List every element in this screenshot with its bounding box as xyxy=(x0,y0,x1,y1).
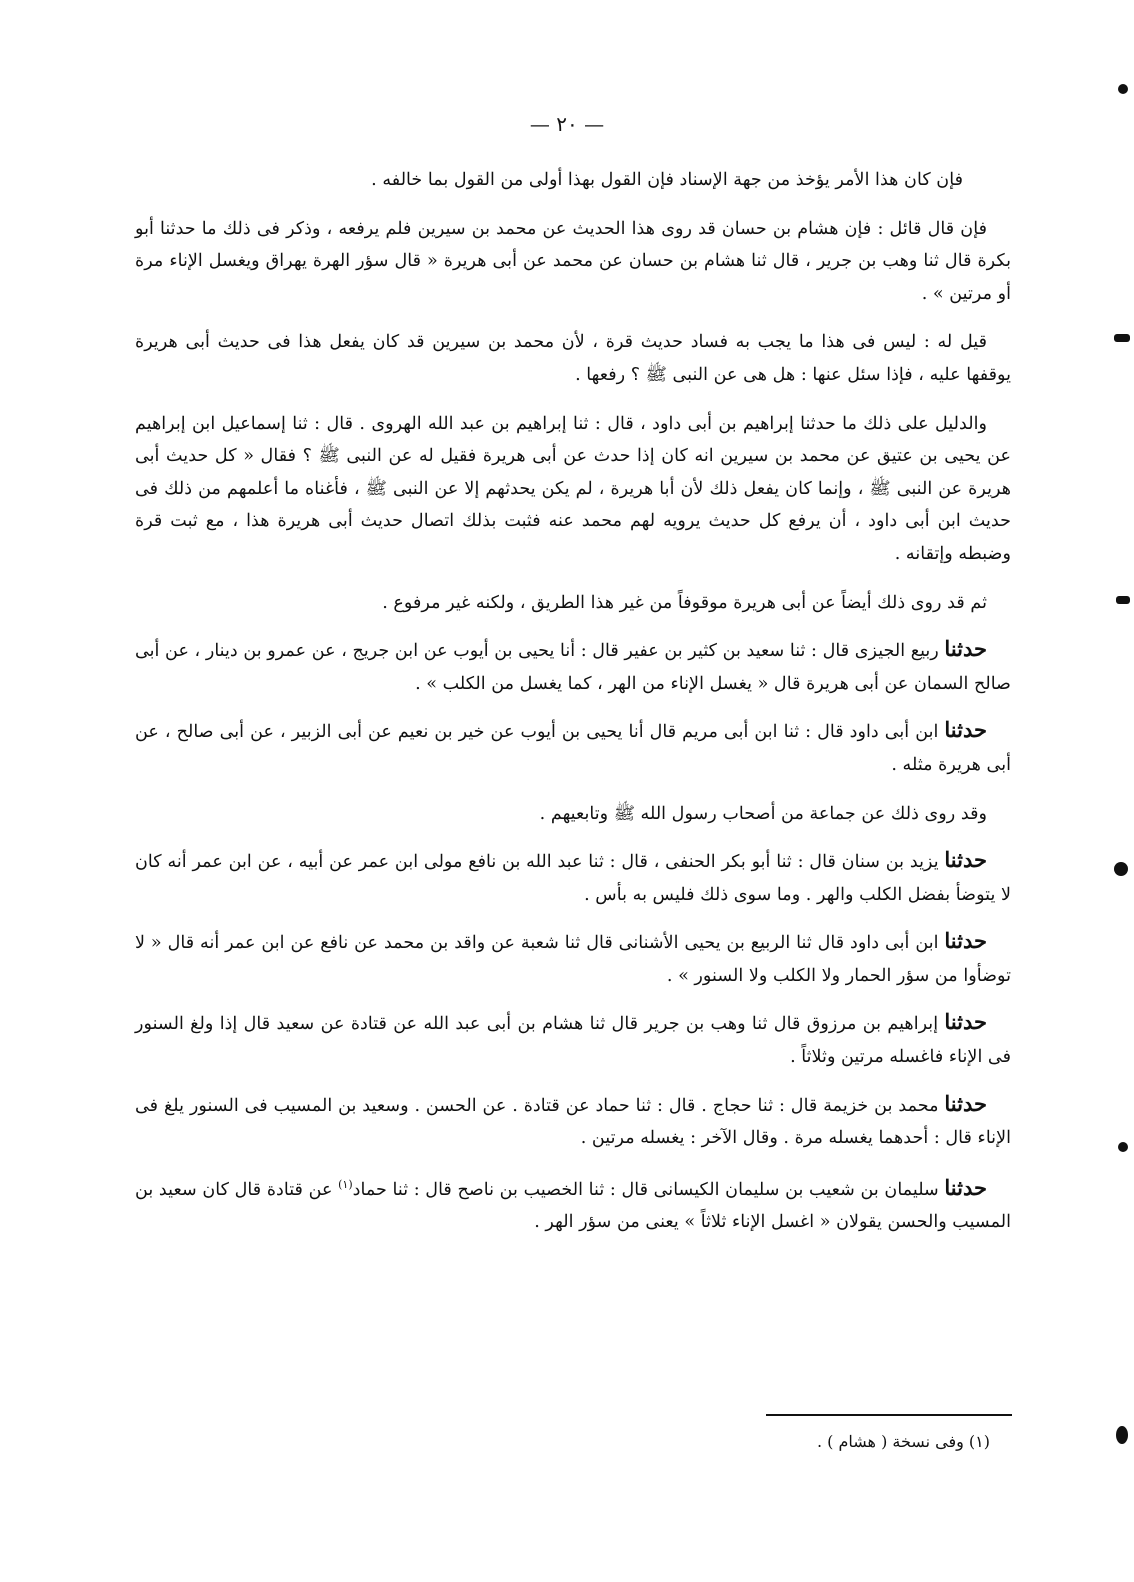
footnote-marker: (١) xyxy=(338,1177,353,1191)
paragraph-text: ربيع الجيزى قال : ثنا سعيد بن كثير بن عفير قال : أنا يحيى بن أيوب عن ابن جريج ، عن عمرو بن دينار ، عن أبى صالح السمان عن أبى هريرة قال « يغسل الإناء من الهر ، كما يغسل من الكلب » . xyxy=(135,641,1011,694)
paragraph-10 xyxy=(135,925,1011,992)
paragraph-7 xyxy=(135,714,1011,781)
paragraph-11 xyxy=(135,1006,1011,1073)
paragraph-text: قيل له : ليس فى هذا ما يجب به فساد حديث قرة ، لأن محمد بن سيرين قد كان يفعل هذا فى حديث أبى هريرة يوقفها عليه ، فإذا سئل عنها : هل هى عن النبى ﷺ ؟ رفعها . xyxy=(135,332,1011,385)
paragraph-text: ثم قد روى ذلك أيضاً عن أبى هريرة موقوفاً من غير هذا الطريق ، ولكنه غير مرفوع . xyxy=(382,592,987,613)
footnote: (١) وفى نسخة ( هشام ) . xyxy=(816,1432,990,1451)
paragraph-text: ابن أبى داود قال ثنا الربيع بن يحيى الأشنانى قال ثنا شعبة عن واقد بن محمد عن نافع عن ابن عمر أنه قال « لا توضأوا من سؤر الحمار ولا الكلب ولا السنور » . xyxy=(135,933,1011,986)
paragraph-9 xyxy=(135,844,1011,911)
edge-mark xyxy=(1118,1142,1128,1152)
edge-mark xyxy=(1114,334,1130,342)
paragraph-3 xyxy=(135,324,1011,391)
paragraph-text: يزيد بن سنان قال : ثنا أبو بكر الحنفى ، قال : ثنا عبد الله بن نافع مولى ابن عمر عن أبيه ، عن ابن عمر أنه كان لا يتوضأ بفضل الكلب والهر . وما سوى ذلك فليس به بأس . xyxy=(135,852,1011,905)
paragraph-text: والدليل على ذلك ما حدثنا إبراهيم بن أبى داود ، قال : ثنا إبراهيم بن عبد الله الهروى . قال : ثنا إسماعيل ابن إبراهيم عن يحيى بن عتيق عن محمد بن سيرين انه كان إذا حدث عن أبى هريرة فقيل له عن النبى ﷺ ؟ فقال « كل حديث أبى هريرة عن النبى ﷺ ، وإنما كان يفعل ذلك لأن أبا هريرة ، لم يكن يحدثهم إلا عن النبى ﷺ ، فأغناه ما أعلمهم من ذلك فى حديث ابن أبى داود ، أن يرفع كل حديث يرويه لهم محمد عنه فثبت بذلك اتصال حديث أبى هريرة هذا ، مع ثبت قرة وضبطه وإتقانه . xyxy=(135,413,1011,564)
paragraph-12 xyxy=(135,1088,1011,1155)
paragraph-4 xyxy=(135,406,1011,571)
paragraph-text: وقد روى ذلك عن جماعة من أصحاب رسول الله ﷺ وتابعيهم . xyxy=(539,803,987,824)
paragraph-2 xyxy=(135,211,1011,311)
paragraph-5 xyxy=(135,585,1011,620)
paragraph-13 xyxy=(135,1169,1011,1239)
paragraph-1 xyxy=(135,162,1011,197)
lead-word: حدثنا xyxy=(944,847,987,873)
lead-word: حدثنا xyxy=(944,1090,987,1116)
lead-word: حدثنا xyxy=(944,928,987,954)
paragraph-text-continued: عن قتادة قال كان سعيد بن المسيب والحسن يقولان « اغسل الإناء ثلاثاً » يعنى من سؤر الهر . xyxy=(135,1179,1011,1233)
paragraph-text: فإن كان هذا الأمر يؤخذ من جهة الإسناد فإن القول بهذا أولى من القول بما خالفه . xyxy=(371,170,963,190)
lead-word: حدثنا xyxy=(944,1174,987,1200)
paragraph-text: فإن قال قائل : فإن هشام بن حسان قد روى هذا الحديث عن محمد بن سيرين فلم يرفعه ، وذكر فى ذلك ما حدثنا أبو بكرة قال ثنا وهب بن جرير ، قال ثنا هشام بن حسان عن محمد عن أبى هريرة « قال سؤر الهرة يهراق ويغسل الإناء مرة أو مرتين » . xyxy=(135,218,1011,304)
paragraph-text: ابن أبى داود قال : ثنا ابن أبى مريم قال أنا يحيى بن أيوب عن خير بن نعيم عن أبى الزبير ، عن أبى صالح ، عن أبى هريرة مثله . xyxy=(135,722,1011,775)
paragraph-text: محمد بن خزيمة قال : ثنا حجاج . قال : ثنا حماد عن قتادة . عن الحسن . وسعيد بن المسيب فى السنور يلغ فى الإناء قال : أحدهما يغسله مرة . وقال الآخر : يغسله مرتين . xyxy=(135,1095,1011,1149)
footnote-rule xyxy=(766,1414,1012,1416)
paragraph-8 xyxy=(135,796,1011,831)
edge-mark xyxy=(1118,84,1128,94)
paragraph-6 xyxy=(135,633,1011,700)
lead-word: حدثنا xyxy=(944,1009,988,1035)
paragraph-text: إبراهيم بن مرزوق قال ثنا وهب بن جرير قال ثنا هشام بن أبى عبد الله عن قتادة عن سعيد قال إذا ولغ السنور فى الإناء فاغسله مرتين وثلاثاً . xyxy=(135,1014,1011,1068)
lead-word: حدثنا xyxy=(944,636,988,662)
lead-word: حدثنا xyxy=(944,717,987,743)
edge-mark xyxy=(1114,862,1128,876)
main-text xyxy=(135,162,1011,1253)
page-number: — ٢٠ — xyxy=(529,112,605,136)
paragraph-text: سليمان بن شعيب بن سليمان الكيسانى قال : ثنا الخصيب بن ناصح قال : ثنا حماد xyxy=(352,1179,939,1200)
edge-mark xyxy=(1116,596,1130,604)
edge-mark xyxy=(1116,1426,1128,1444)
